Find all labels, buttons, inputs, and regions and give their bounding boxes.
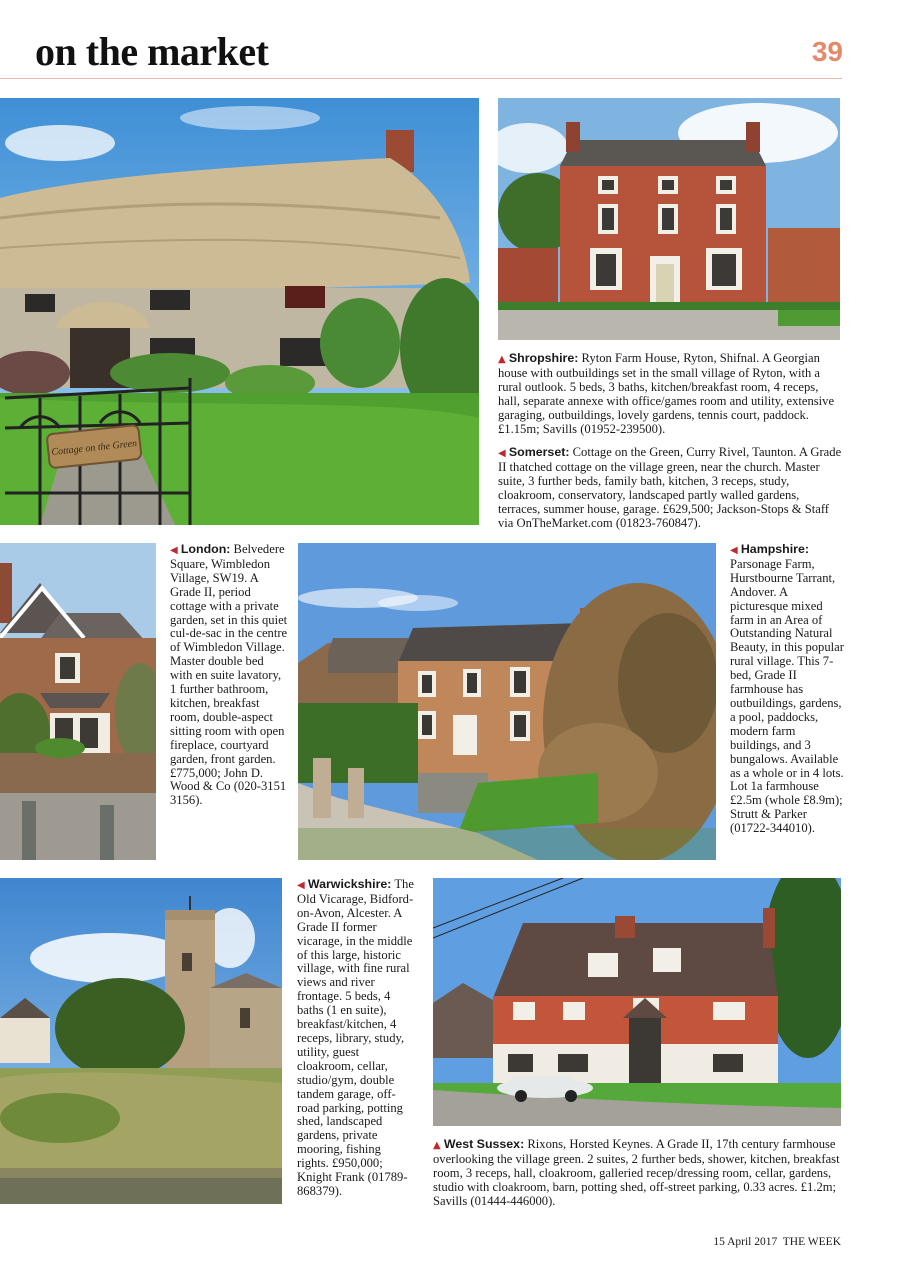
listing-shropshire <box>498 352 843 436</box>
listing-london <box>170 543 288 808</box>
listing-region: London: <box>180 542 231 556</box>
listing-description: Cottage on the Green, Curry Rivel, Taunton. A Grade II thatched cottage on the village green, near the church. Master suite, 3 further beds, family bath, kitchen, 3 receps, study, cloakroom, conservatory, landscaped partly walled gardens, terraces, summer house, garage. £629,500; Jackson-Stops & Staff via OnTheMarket.com (01823-760847). <box>498 445 842 530</box>
gate-sign-text: Cottage on the Green <box>50 438 138 459</box>
listing-somerset <box>498 446 843 530</box>
triangle-left-icon: ◀ <box>498 448 506 459</box>
issue-date: 15 April 2017 <box>713 1236 778 1248</box>
listing-region: Hampshire: <box>740 542 810 556</box>
listing-region: Warwickshire: <box>307 877 392 891</box>
listing-description: Ryton Farm House, Ryton, Shifnal. A Georgian house with outbuildings set in the small village of Ryton, with a rural outlook. 5 beds, 3 baths, kitchen/breakfast room, 4 receps, hall, separate annexe with office/games room and utility, extensive garaging, outbuildings, lovely gardens, tennis court, paddock. £1.15m; Savills (01952-239500). <box>498 351 835 436</box>
listing-description: Rixons, Horsted Keynes. A Grade II, 17th century farmhouse overlooking the village green. 2 suites, 2 further beds, shower, kitchen, breakfast room, 3 receps, hall, cloakroom, galleried recep/dressing room, cellar, gardens, studio with cloakroom, barn, potting shed, off-street parking, 0.33 acres. £1.2m; Savills (01444-446000). <box>433 1137 840 1208</box>
listing-region: Somerset: <box>508 445 570 459</box>
listing-description: Parsonage Farm, Hurstbourne Tarrant, Andover. A picturesque mixed farm in an Area of Outstanding Natural Beauty, in this popular rural village. This 7-bed, Grade II farmhouse has outbuildings, gardens, a pool, paddocks, modern farm buildings, and 3 bungalows. Available as a whole or in 4 lots. Lot 1a farmhouse £2.5m (whole £8.9m); Strutt & Parker (01722-344010). <box>730 556 844 836</box>
publication-name: THE WEEK <box>782 1236 841 1248</box>
photo-london-period-cottage <box>0 543 156 860</box>
listing-region: West Sussex: <box>443 1137 525 1151</box>
header-divider <box>0 78 842 79</box>
listing-hampshire <box>730 543 848 836</box>
listing-description: Belvedere Square, Wimbledon Village, SW19. A Grade II, period cottage with a private garden, set in this quiet cul-de-sac in the centre of Wimbledon Village. Master double bed with en suite lavatory, 1 further bathroom, kitchen, breakfast room, double-aspect sitting room with open fireplace, courtyard garden, front garden. £775,000; John D. Wood & Co (020-3151 3156). <box>170 542 288 808</box>
triangle-up-icon: ▲ <box>498 354 506 365</box>
photo-west-sussex-farmhouse <box>433 878 841 1126</box>
photo-warwickshire-church-river <box>0 878 282 1204</box>
listing-west-sussex <box>433 1138 845 1209</box>
footer <box>713 1236 841 1248</box>
photo-shropshire-georgian-house <box>498 98 840 340</box>
triangle-left-icon: ◀ <box>730 545 738 556</box>
photo-hampshire-farmhouse <box>298 543 716 860</box>
triangle-left-icon: ◀ <box>170 545 178 556</box>
triangle-up-icon: ▲ <box>433 1140 441 1151</box>
section-title: on the market <box>35 29 269 74</box>
page-number: 39 <box>811 36 843 67</box>
listing-region: Shropshire: <box>508 351 579 365</box>
photo-somerset-thatched-cottage <box>0 98 479 525</box>
listing-description: The Old Vicarage, Bidford-on-Avon, Alcester. A Grade II former vicarage, in the middle of this large, historic village, with fine rural views and river frontage. 5 beds, 4 baths (1 en suite), breakfast/kitchen, 4 receps, library, study, utility, guest cloakroom, cellar, studio/gym, double tandem garage, off-road parking, potting shed, landscaped gardens, private mooring, fishing rights. £950,000; Knight Frank (01789-868379). <box>297 877 414 1198</box>
triangle-left-icon: ◀ <box>297 880 305 891</box>
listing-warwickshire <box>297 878 415 1199</box>
